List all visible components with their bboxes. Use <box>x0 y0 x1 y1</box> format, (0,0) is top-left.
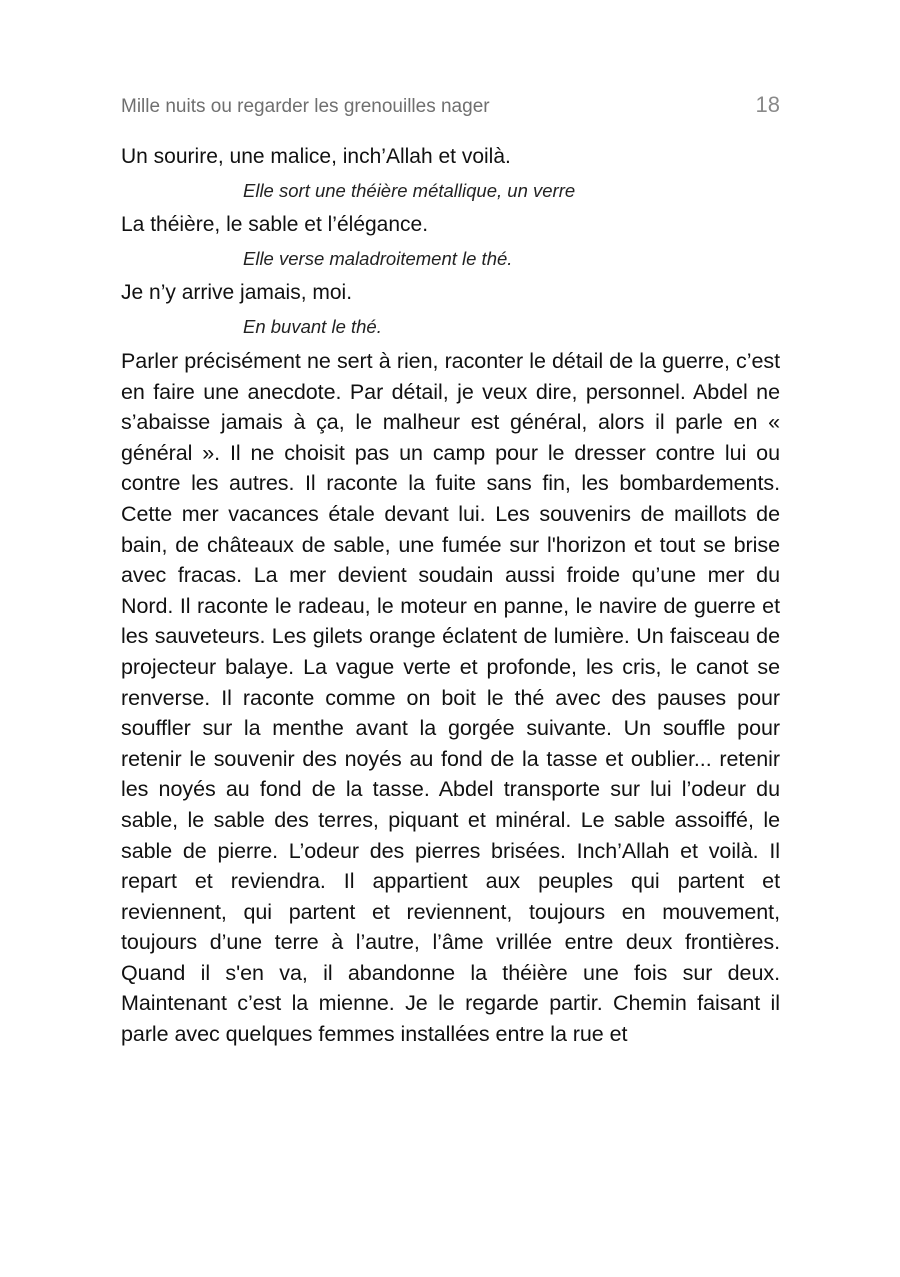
running-header <box>121 92 780 118</box>
stage-direction: Elle sort une théière métallique, un verre <box>243 180 576 201</box>
stage-direction: Elle verse maladroitement le thé. <box>243 248 513 269</box>
stage-direction: En buvant le thé. <box>243 316 382 337</box>
page-body <box>121 142 780 1050</box>
running-title: Mille nuits ou regarder les grenouilles nager <box>121 96 490 117</box>
dialogue-line: La théière, le sable et l’élégance. <box>121 213 429 236</box>
page-number: 18 <box>755 92 780 117</box>
dialogue-line: Un sourire, une malice, inch’Allah et voilà. <box>121 145 511 168</box>
monologue-paragraph: Parler précisément ne sert à rien, raconter le détail de la guerre, c’est en faire une anecdote. Par détail, je veux dire, personnel. Abdel ne s’abaisse jamais à ça, le malheur est général, alors il parle en « général ». Il ne choisit pas un camp pour le dresser contre lui ou contre les autres. Il raconte la fuite sans fin, les bombardements. Cette mer vacances étale devant lui. Les souvenirs de maillots de bain, de châteaux de sable, une fumée sur l'horizon et tout se brise avec fracas. La mer devient soudain aussi froide qu’une mer du Nord. Il raconte le radeau, le moteur en panne, le navire de guerre et les sauveteurs. Les gilets orange éclatent de lumière. Un faisceau de projecteur balaye. La vague verte et profonde, les cris, le canot se renverse. Il raconte comme on boit le thé avec des pauses pour souffler sur la menthe avant la gorgée suivante. Un souffle pour retenir le souvenir des noyés au fond de la tasse et oublier... retenir les noyés au fond de la tasse. Abdel transporte sur lui l’odeur du sable, le sable des terres, piquant et minéral. Le sable assoiffé, le sable de pierre. L’odeur des pierres brisées. Inch’Allah et voilà. Il repart et reviendra. Il appartient aux peuples qui partent et reviennent, qui partent et reviennent, toujours en mouvement, toujours d’une terre à l’autre, l’âme vrillée entre deux frontières. Quand il s'en va, il abandonne la théière une fois sur deux. Maintenant c’est la mienne. Je le regarde partir. Chemin faisant il parle avec quelques femmes installées entre la rue et <box>121 349 780 1047</box>
dialogue-line: Je n’y arrive jamais, moi. <box>121 281 353 304</box>
